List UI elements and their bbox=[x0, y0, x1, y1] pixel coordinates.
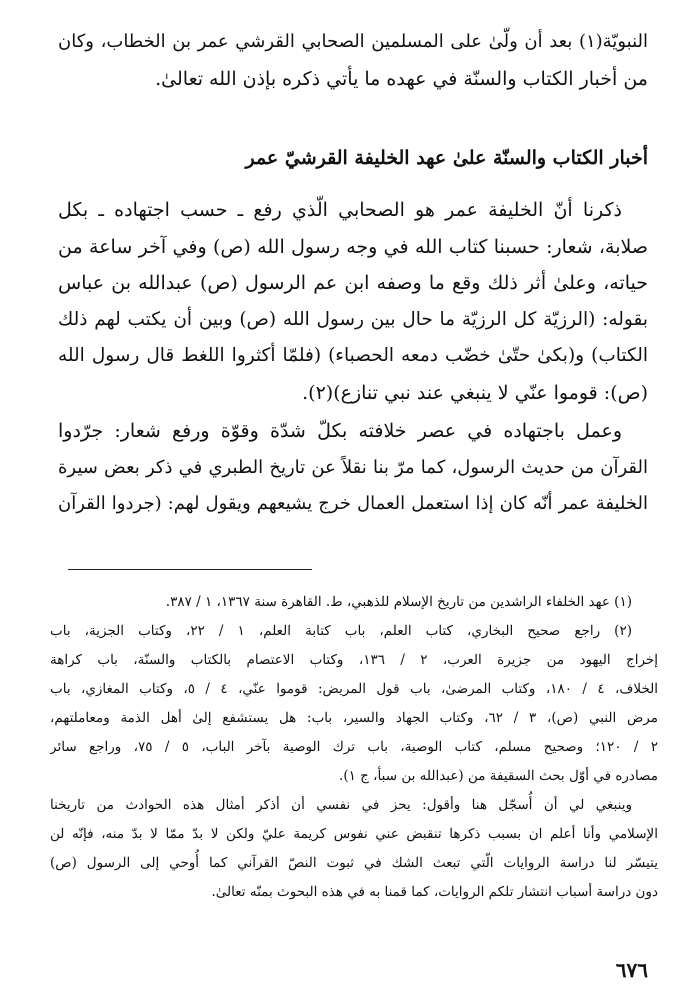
text-line: القرآن من حديث الرسول، كما مرّ بنا نقلاً عن تاريخ الطبري في ذكر بعض سيرة bbox=[58, 456, 648, 478]
footnote-line: يتيسّر لنا دراسة الروايات الّتي تبعث الشك في ثبوت النصّ القرآني كما أُوحي إلى الرسول (ص) bbox=[50, 855, 658, 871]
text-line: (ص): قوموا عنّي لا ينبغي عند نبي تنازع)(٢). bbox=[302, 381, 648, 404]
footnote-line: (١) عهد الخلفاء الراشدين من تاريخ الإسلام للذهبي، ط. القاهرة سنة ١٣٦٧، ١ / ٣٨٧. bbox=[165, 594, 632, 610]
text-line: النبويّة(١) بعد أن ولّىٰ على المسلمين الصحابي القرشي عمر بن الخطاب، وكان bbox=[58, 31, 648, 52]
paragraph-ijtihad bbox=[58, 413, 648, 523]
footnote-divider bbox=[68, 569, 312, 570]
footnote-line: وينبغي لي أن أُسجّل هنا وأقول: يحز في نفسي أن أذكر أمثال هذه الحوادث من تاريخنا bbox=[50, 797, 632, 813]
footnotes bbox=[50, 588, 658, 907]
footnote-line: إخراج اليهود من جزيرة العرب، ٢ / ١٣٦، وكتاب الاعتصام بالكتاب والسنّة، باب كراهة bbox=[50, 652, 658, 668]
footnote-line: مرض النبي (ص)، ٣ / ٦٢، وكتاب الجهاد والسير، باب: هل يستشفع إلىٰ أهل الذمة ومعاملتهم، bbox=[50, 710, 658, 726]
footnote-line: ٢ / ١٢٠؛ وصحيح مسلم، كتاب الوصية، باب ترك الوصية بآخر الباب، ٥ / ٧٥، وراجع سائر bbox=[50, 739, 658, 755]
footnote-line: الخلاف، ٤ / ١٨٠، وكتاب المرضىٰ، باب قول المريض: قوموا عنّي، ٤ / ٥، وكتاب المغازي، باب bbox=[50, 681, 658, 697]
footnote-line: الإسلامي وأنا أعلم ان بسبب ذكرها تنقبض عني نفوس كريمة عليّ ولكن لا بدّ ممّا لا بدّ منه، فإنّه لن bbox=[50, 826, 658, 842]
text-line: ذكرنا أنّ الخليفة عمر هو الصحابي الّذي رفع ـ حسب اجتهاده ـ بكل bbox=[58, 199, 622, 221]
text-line: وعمل باجتهاده في عصر خلافته بكلّ شدّة وقوّة ورفع شعار: جرّدوا bbox=[58, 420, 622, 442]
footnote-line: (٢) راجع صحيح البخاري، كتاب العلم، باب كتابة العلم، ١ / ٢٢، وكتاب الجزية، باب bbox=[50, 623, 632, 639]
page-number: ٦٧٦ bbox=[615, 958, 648, 982]
text-line: الكتاب) و(بكىٰ حتّىٰ خضّب دمعه الحصباء) (فلمّا أكثروا اللغط قال رسول الله bbox=[58, 345, 648, 366]
text-line: بقوله: (الرزيّة كل الرزيّة ما حال بين رسول الله (ص) وبين أن يكتب لهم ذلك bbox=[58, 308, 648, 330]
paragraph-intro bbox=[58, 24, 648, 97]
text-line: الخليفة عمر أنّه كان إذا استعمل العمال خرج يشيعهم ويقول لهم: (جردوا القرآن bbox=[58, 493, 648, 514]
text-line: حياته، وعلىٰ أثر ذلك وقع ما وصفه ابن عم الرسول (ص) عبدالله بن عباس bbox=[58, 272, 648, 294]
footnote-line: مصادره في أوّل بحث السقيفة من (عبدالله بن سبأ، ج ١). bbox=[339, 768, 658, 784]
footnote-line: دون دراسة أسباب انتشار تلكم الروايات، كما قمنا به في هذه البحوث بمنّه تعالىٰ. bbox=[211, 884, 658, 900]
text-line: من أخبار الكتاب والسنّة في عهده ما يأتي ذكره بإذن الله تعالىٰ. bbox=[155, 67, 648, 90]
section-heading: أخبار الكتاب والسنّة علىٰ عهد الخليفة القرشيّ عمر bbox=[245, 147, 648, 169]
paragraph-umar bbox=[58, 192, 648, 411]
text-line: صلابة، شعار: حسبنا كتاب الله في وجه رسول الله (ص) وفي آخر ساعة من bbox=[58, 235, 648, 258]
